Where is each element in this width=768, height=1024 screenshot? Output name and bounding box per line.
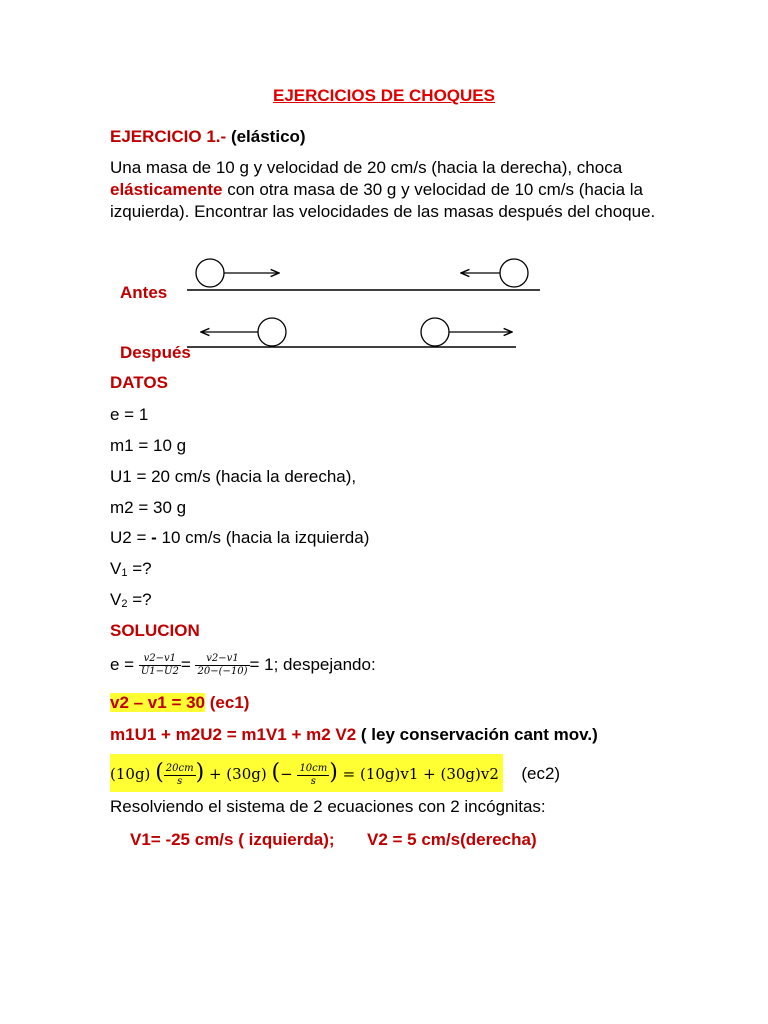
frac1-denominator: U1−U2 xyxy=(140,666,179,678)
result-v1: V1= -25 cm/s ( izquierda); xyxy=(130,830,335,849)
datos-line-m2: m2 = 30 g xyxy=(110,498,187,517)
ec2-equation: (10g) ( $\frac{20cm}{s}$ ) + (30g) (− $\frac{10cm}{s}$ ) = (10g)v1 + (30g)v2 xyxy=(110,754,503,792)
datos-line-u1: U1 = 20 cm/s (hacia la derecha), xyxy=(110,467,357,486)
datos-line-v2 xyxy=(110,590,152,610)
frac2-denominator: 20−(−10) xyxy=(197,666,248,678)
equals-sign: = xyxy=(180,655,191,674)
datos-line-v1 xyxy=(110,559,152,579)
statement-highlight-word: elásticamente xyxy=(110,180,223,199)
e-prefix: e = xyxy=(110,655,139,674)
v2-base: V xyxy=(110,590,122,609)
ec2-part3: = (10g)v1 + (30g)v2 xyxy=(342,765,499,783)
ec1-equation: v2 – v1 = 30 xyxy=(110,693,206,712)
ec1-line xyxy=(110,693,249,713)
result-v2: V2 = 5 cm/s(derecha) xyxy=(367,830,537,849)
momentum-note: ( ley conservación cant mov.) xyxy=(360,725,598,744)
datos-line-u2 xyxy=(110,528,369,548)
collision-diagram xyxy=(0,250,768,370)
v1-base: V xyxy=(110,559,122,578)
u2-sign: - xyxy=(151,528,157,547)
v1-rest: =? xyxy=(127,559,152,578)
before-mass-2 xyxy=(500,259,528,287)
datos-line-m1: m1 = 10 g xyxy=(110,436,187,455)
statement-text-before: Una masa de 10 g y velocidad de 20 cm/s (hacia la derecha), choca xyxy=(110,158,623,177)
v2-subscript: 2 xyxy=(121,598,128,610)
ec1-tag: (ec1) xyxy=(209,693,250,712)
datos-heading: DATOS xyxy=(110,373,168,392)
v1-subscript: 1 xyxy=(121,567,128,579)
restitution-fraction-1 xyxy=(139,653,181,678)
datos-line-e: e = 1 xyxy=(110,405,149,424)
ec2-frac1-denominator: s xyxy=(177,775,183,787)
exercise-label: EJERCICIO 1.- xyxy=(110,127,227,146)
ec2-frac2-numerator: 10cm xyxy=(299,762,328,774)
exercise-type: (elástico) xyxy=(230,127,306,146)
restitution-fraction-2 xyxy=(195,653,249,678)
momentum-equation: m1U1 + m2U2 = m1V1 + m2 V2 xyxy=(110,725,357,744)
before-mass-1 xyxy=(196,259,224,287)
ec2-tag: (ec2) xyxy=(521,764,561,783)
statement-text-after: con otra masa de 30 g y velocidad de 10 cm/s (hacia la izquierda). Encontrar las velocidades de las masas después del choque. xyxy=(110,180,656,221)
ec2-part2: + (30g) xyxy=(208,765,267,783)
after-mass-2 xyxy=(421,318,449,346)
exercise-statement xyxy=(110,157,670,223)
restitution-equation xyxy=(110,648,376,682)
e-suffix: = 1; despejando: xyxy=(249,655,376,674)
page-title: EJERCICIOS DE CHOQUES xyxy=(273,86,495,105)
solucion-heading: SOLUCION xyxy=(110,621,200,640)
momentum-line xyxy=(110,725,598,745)
ec2-minus: − xyxy=(280,765,293,783)
frac2-numerator: v2−v1 xyxy=(195,653,249,666)
ec2-fraction-1 xyxy=(164,763,196,788)
resolving-line: Resolviendo el sistema de 2 ecuaciones con 2 incógnitas: xyxy=(110,797,546,816)
ec2-part1: (10g) xyxy=(110,765,151,783)
frac1-numerator: v2−v1 xyxy=(139,653,181,666)
u2-prefix: U2 = xyxy=(110,528,152,547)
after-label: Después xyxy=(120,343,191,362)
exercise-heading xyxy=(110,127,306,147)
after-mass-1 xyxy=(258,318,286,346)
v2-rest: =? xyxy=(127,590,152,609)
ec2-line xyxy=(110,754,560,792)
ec2-fraction-2 xyxy=(297,763,329,788)
before-label: Antes xyxy=(120,283,168,302)
ec2-frac2-denominator: s xyxy=(310,775,316,787)
ec2-frac1-numerator: 20cm xyxy=(165,762,194,774)
u2-rest: 10 cm/s (hacia la izquierda) xyxy=(156,528,370,547)
